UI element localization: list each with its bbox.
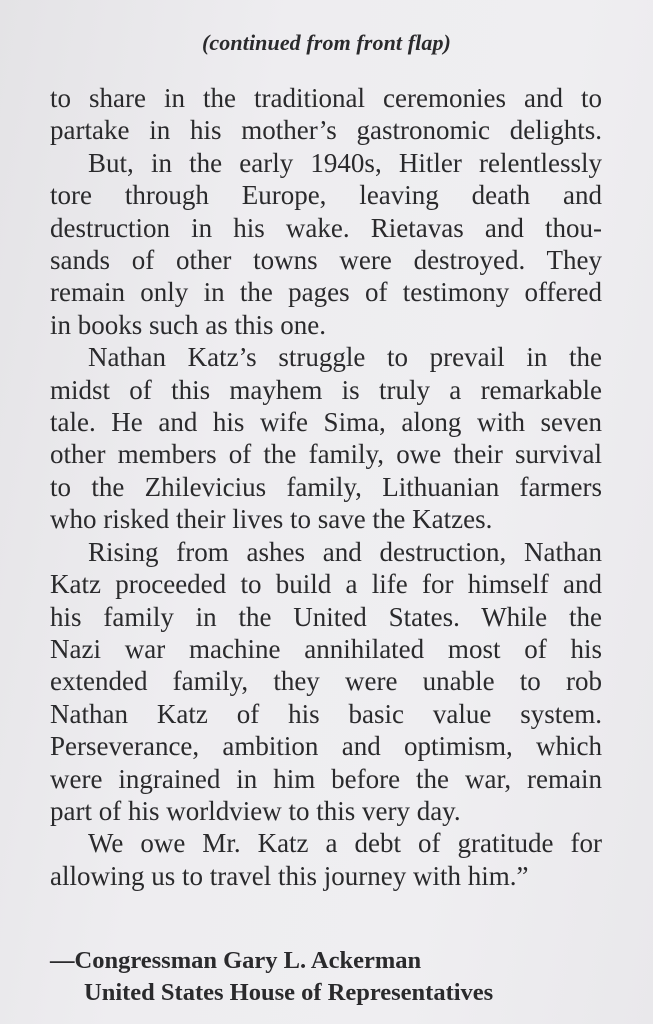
attribution-title: United States House of Representatives [84,979,494,1006]
text-line: Nathan Katz of his basic value system. [50,698,602,729]
text-line: Nazi war machine annihilated most of his [50,633,602,664]
text-line: partake in his mother’s gastronomic delights. [50,115,602,146]
paragraph-1 [50,82,602,147]
text-line: tale. He and his wife Sima, along with seven [50,407,602,438]
paragraph-2 [50,147,602,341]
paragraph-3 [50,341,602,535]
text-line: other members of the family, owe their survival [50,439,602,470]
text-line: midst of this mayhem is truly a remarkable [50,374,602,405]
text-line: remain only in the pages of testimony offered [50,277,602,308]
paragraph-5 [50,827,602,892]
text-line: to the Zhilevicius family, Lithuanian farmers [50,471,602,502]
text-line: who risked their lives to save the Katzes. [50,504,493,535]
text-line: destruction in his wake. Rietavas and thou- [50,212,602,243]
text-line: We owe Mr. Katz a debt of gratitude for [88,828,602,859]
continued-note: (continued from front flap) [202,30,451,55]
text-line: were ingrained in him before the war, remain [50,763,602,794]
text-line: Katz proceeded to build a life for himself and [50,569,602,600]
text-line: tore through Europe, leaving death and [50,180,602,211]
text-line: Rising from ashes and destruction, Nathan [88,536,602,567]
attribution-name: —Congressman Gary L. Ackerman [50,947,422,974]
text-line: extended family, they were unable to rob [50,666,602,697]
text-line: part of his worldview to this very day. [50,795,461,826]
text-line: Perseverance, ambition and optimism, which [50,731,602,762]
text-line: his family in the United States. While the [50,601,602,632]
text-line: sands of other towns were destroyed. They [50,245,602,276]
flap-body-text [50,82,602,892]
text-line: allowing us to travel this journey with him.” [50,860,529,891]
text-line: in books such as this one. [50,309,326,340]
text-line: But, in the early 1940s, Hitler relentlessly [88,147,602,178]
paragraph-4 [50,536,602,828]
text-line: Nathan Katz’s struggle to prevail in the [88,342,602,373]
text-line: to share in the traditional ceremonies and to [50,83,602,113]
